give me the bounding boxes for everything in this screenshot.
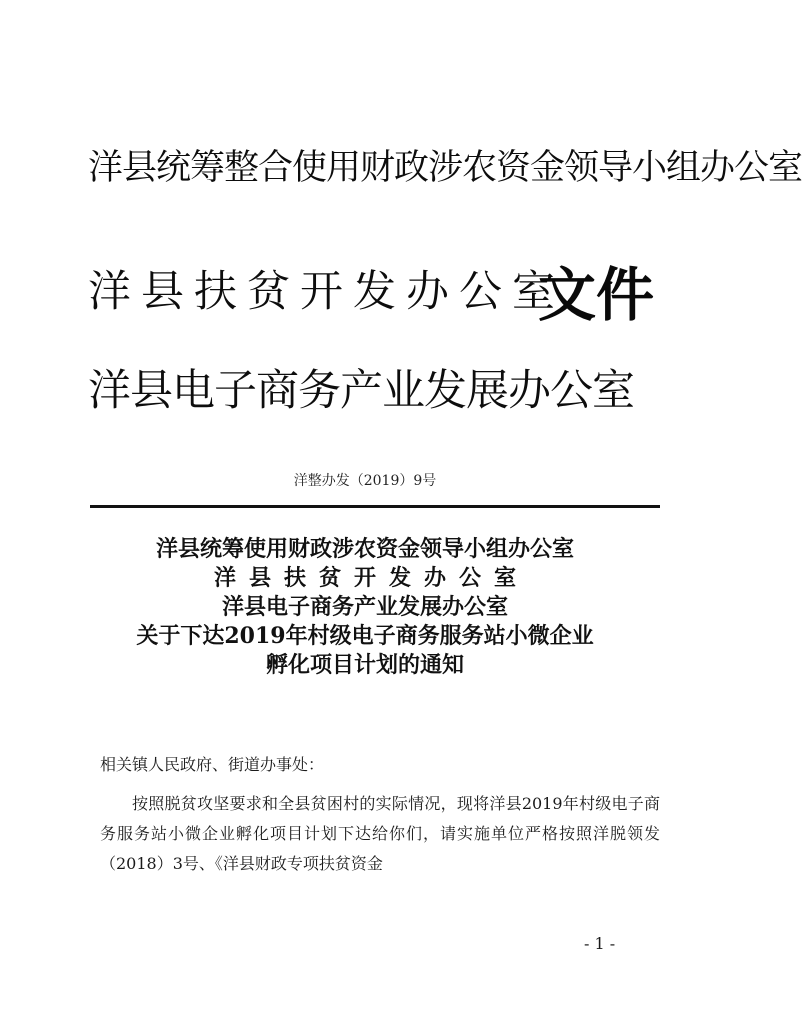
file-label: 文件 bbox=[538, 261, 655, 329]
salutation: 相关镇人民政府、街道办事处： bbox=[100, 755, 325, 774]
title-line-3: 洋县电子商务产业发展办公室 bbox=[221, 594, 508, 620]
issuer-line-2: 洋县扶贫开发办公室 bbox=[88, 267, 565, 317]
title-line-2: 洋县扶贫开发办公室 bbox=[213, 565, 529, 591]
header-divider bbox=[90, 505, 660, 508]
notice-title bbox=[0, 535, 730, 680]
page-number: - 1 - bbox=[584, 934, 616, 953]
issuer-line-3: 洋县电子商务产业发展办公室 bbox=[88, 366, 634, 416]
document-number: 洋整办发（2019）9号 bbox=[293, 473, 437, 489]
title-line-1: 洋县统筹使用财政涉农资金领导小组办公室 bbox=[155, 536, 574, 562]
title-line-5: 孵化项目计划的通知 bbox=[265, 652, 464, 678]
issuer-line-1: 洋县统筹整合使用财政涉农资金领导小组办公室 bbox=[88, 148, 802, 188]
body-paragraph: 按照脱贫攻坚要求和全县贫困村的实际情况，现将洋县2019年村级电子商务服务站小微企业孵化项目计划下达给你们，请实施单位严格按照洋脱领发（2018）3号、《洋县财政专项扶贫资金 bbox=[100, 794, 660, 873]
title-line-4: 关于下达2019年村级电子商务服务站小微企业 bbox=[136, 623, 594, 649]
